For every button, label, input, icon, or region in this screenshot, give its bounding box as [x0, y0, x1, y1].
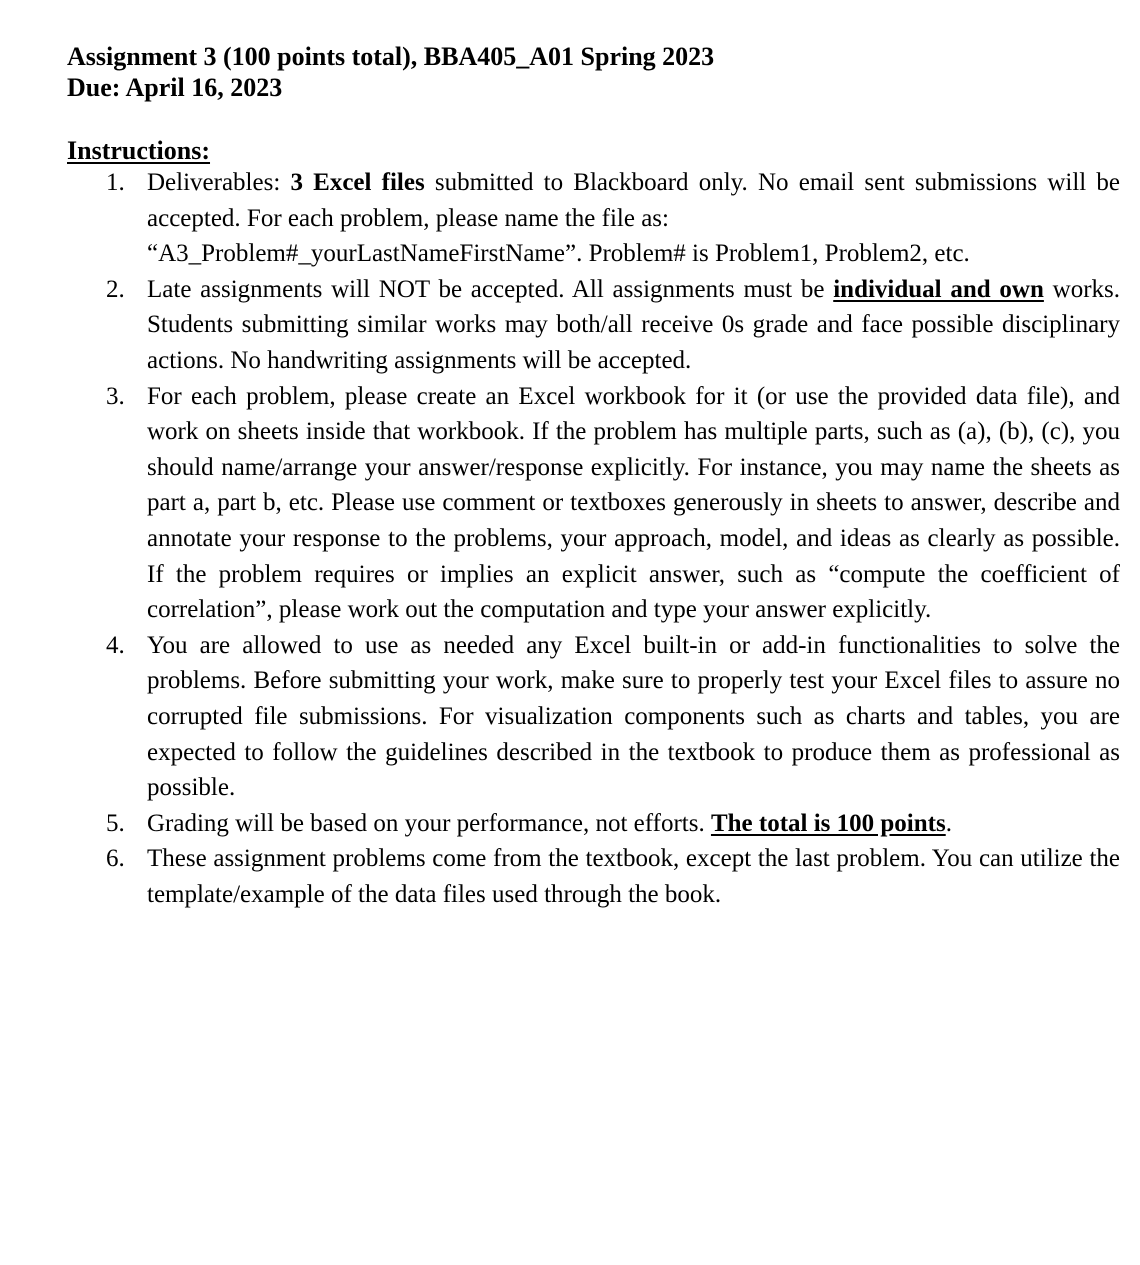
- item-number: 2.: [106, 275, 125, 303]
- assignment-title: Assignment 3 (100 points total), BBA405_A01 Spring 2023: [67, 42, 715, 71]
- item-number: 6.: [106, 845, 125, 873]
- instructions-heading: Instructions:: [67, 136, 211, 165]
- item-number: 5.: [106, 809, 125, 837]
- list-item: [0, 165, 1120, 272]
- document-header: [67, 41, 714, 103]
- item-text: Late assignments will NOT be accepted. All assignments must be: [147, 275, 834, 303]
- item-text: Problem# is Problem1, Problem2, etc.: [582, 240, 970, 268]
- item-text: These assignment problems come from the textbook, except the last problem. You can utilize the template/example of the data files used through the book.: [147, 845, 1120, 908]
- list-item: [0, 806, 1120, 842]
- list-item: [0, 628, 1120, 806]
- list-item: [0, 272, 1120, 379]
- item-emphasis-text: individual and own: [833, 275, 1044, 303]
- item-text: Deliverables:: [147, 169, 291, 196]
- list-item: [0, 379, 1120, 628]
- item-number: 4.: [106, 631, 125, 659]
- instructions-list: [0, 165, 1120, 912]
- item-text: submitted to Blackboard only. No email sent submissions will be accepted. For each problem, please name the file as:: [147, 169, 1120, 232]
- item-text: For each problem, please create an Excel workbook for it (or use the provided data file), and work on sheets inside that workbook. If the problem has multiple parts, such as (a), (b), (c), you should name/arrange your answer/response explicitly. For instance, you may name the sheets as part a, part b, etc. Please use comment or textboxes generously in sheets to answer, describe and annotate your response to the problems, your approach, model, and ideas as clearly as possible. If the problem requires or implies an explicit answer, such as “compute the coefficient of correlation”, please work out the computation and type your answer explicitly.: [147, 382, 1120, 624]
- list-item: [0, 841, 1120, 912]
- item-text: works. Students submitting similar works may both/all receive 0s grade and face possible disciplinary actions. No handwriting assignments will be accepted.: [147, 275, 1120, 374]
- item-number: 3.: [106, 382, 125, 410]
- item-text: You are allowed to use as needed any Excel built-in or add-in functionalities to solve the problems. Before submitting your work, make sure to properly test your Excel files to assure no corrupted file submissions. For visualization components such as charts and tables, you are expected to follow the guidelines described in the textbook to produce them as professional as possible.: [147, 631, 1120, 802]
- item-text: .: [945, 809, 952, 837]
- item-number: 1.: [106, 169, 125, 196]
- item-bold-text: 3 Excel files: [290, 169, 425, 196]
- item-text: Grading will be based on your performance, not efforts.: [147, 809, 711, 837]
- item-emphasis-text: The total is 100 points: [710, 809, 946, 837]
- due-date: Due: April 16, 2023: [67, 73, 283, 102]
- file-name-pattern: “A3_Problem#_yourLastNameFirstName”.: [147, 240, 583, 268]
